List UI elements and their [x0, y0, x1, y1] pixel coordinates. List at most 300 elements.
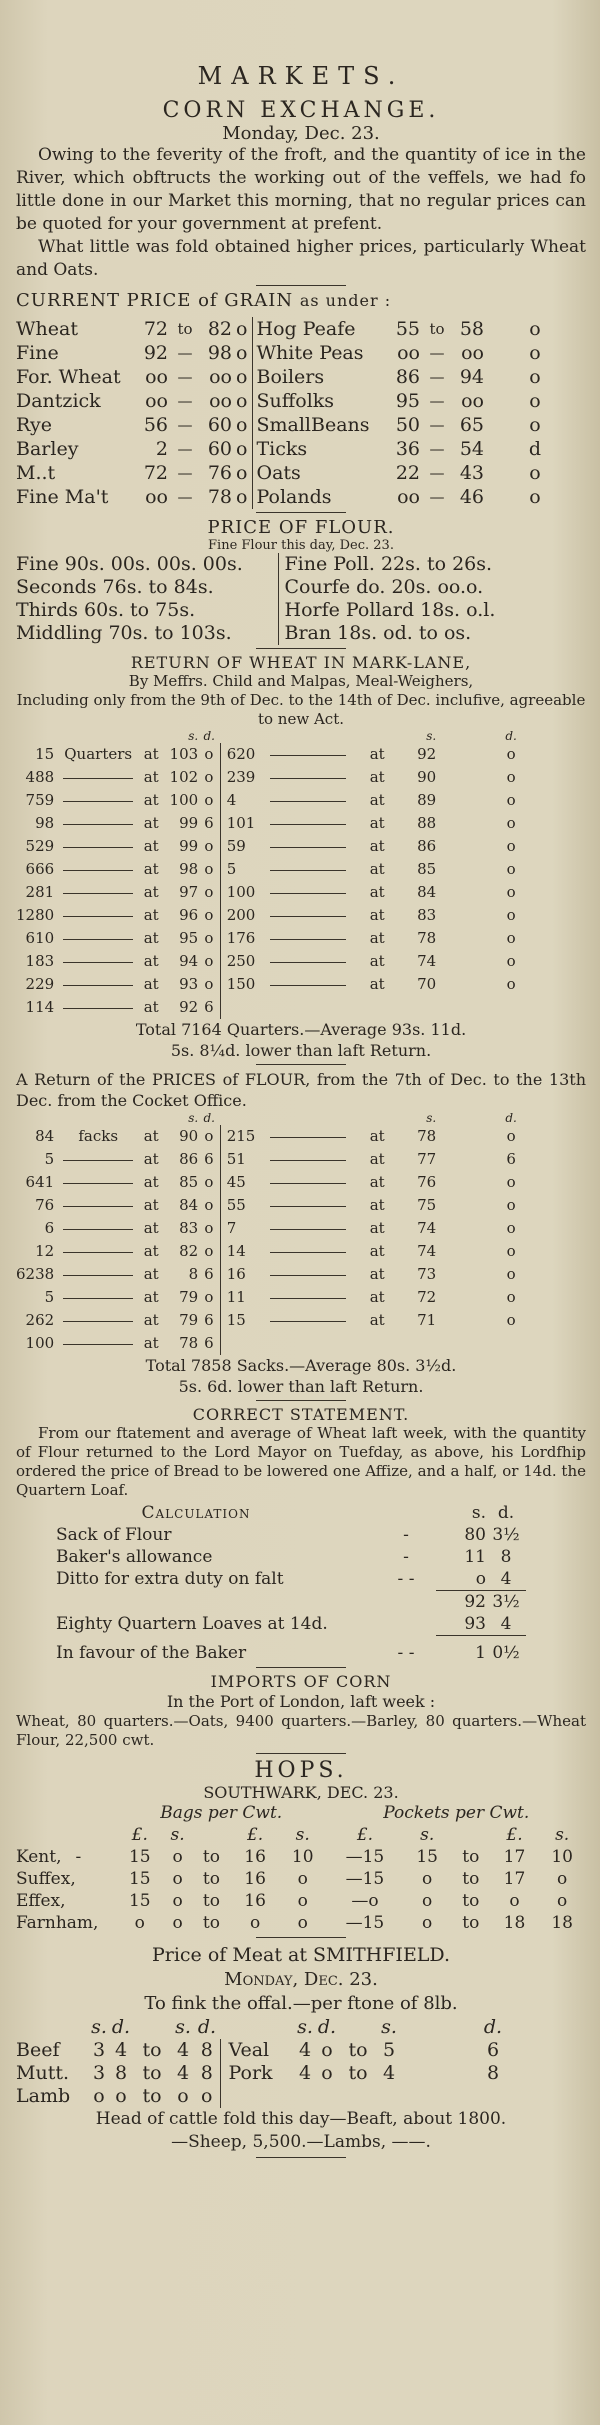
- table-cell: o: [204, 883, 214, 901]
- table-cell: Dantzick: [16, 390, 101, 412]
- table-cell: o: [529, 462, 541, 484]
- table-cell: 94: [179, 952, 199, 970]
- table-row: [16, 1613, 586, 1636]
- table-cell: 7: [220, 1217, 264, 1240]
- table-cell: at: [143, 1127, 159, 1145]
- table-cell: o: [204, 1219, 214, 1237]
- table-cell: 76: [207, 462, 232, 484]
- table-cell: [376, 1591, 436, 1614]
- table-cell: 4: [500, 1569, 512, 1589]
- table-cell: [138, 1111, 164, 1125]
- table-cell: - -: [397, 1569, 415, 1590]
- table-cell: o: [506, 1173, 516, 1191]
- table-cell: 77: [417, 1150, 437, 1168]
- table-cell: 90: [417, 768, 437, 786]
- table-cell: o: [475, 1569, 486, 1589]
- table-cell: o: [134, 1913, 145, 1933]
- table-cell: 8: [188, 1265, 199, 1283]
- table-cell: to: [462, 1891, 480, 1911]
- divider: [256, 648, 346, 649]
- table-cell: [378, 2085, 400, 2108]
- table-cell: 74: [417, 952, 437, 970]
- table-cell: [264, 789, 352, 812]
- dash-leader: [63, 778, 133, 779]
- table-cell: 3½: [492, 1525, 520, 1545]
- table-cell: 74: [417, 1219, 437, 1237]
- table-cell: o: [204, 952, 214, 970]
- table-cell: [16, 1111, 58, 1125]
- table-cell: [58, 1309, 138, 1332]
- table-cell: o: [236, 318, 248, 340]
- table-cell: 262: [25, 1311, 55, 1329]
- table-cell: [316, 2085, 338, 2108]
- table-cell: [264, 904, 352, 927]
- table-cell: d.: [317, 2016, 337, 2038]
- table-cell: —: [177, 368, 193, 386]
- table-cell: o: [529, 414, 541, 436]
- table-cell: —: [429, 464, 445, 482]
- dash-leader: [270, 1229, 346, 1230]
- table-cell: 101: [220, 812, 264, 835]
- table-cell: 4: [220, 789, 264, 812]
- table-cell: 488: [25, 768, 55, 786]
- table-cell: 4: [298, 2039, 312, 2061]
- table-cell: [220, 2085, 294, 2108]
- divider: [256, 2157, 346, 2158]
- table-cell: 93: [464, 1614, 486, 1634]
- table-cell: 10: [551, 1847, 573, 1867]
- imports-line2: Wheat, 80 quarters.—Oats, 9400 quarters.—Barley, 80 quarters.—Wheat Flour, 22,500 cwt.: [16, 1712, 586, 1749]
- table-row: [16, 904, 586, 927]
- table-row: [16, 2039, 586, 2062]
- table-cell: —: [177, 416, 193, 434]
- table-cell: at: [369, 1219, 385, 1237]
- table-cell: o: [422, 1891, 433, 1911]
- table-cell: 100: [220, 881, 264, 904]
- table-cell: s.: [471, 1503, 486, 1523]
- table-cell: s.: [297, 2016, 313, 2038]
- table-cell: [526, 1524, 586, 1546]
- table-cell: o: [506, 791, 516, 809]
- table-cell: o: [506, 1219, 516, 1237]
- table-cell: Suffolks: [252, 389, 390, 413]
- table-cell: o: [506, 1288, 516, 1306]
- table-cell: 92: [436, 1591, 486, 1614]
- table-row: [16, 729, 586, 743]
- table-cell: 11: [220, 1286, 264, 1309]
- table-cell: 97: [179, 883, 199, 901]
- table-cell: 239: [220, 766, 264, 789]
- table-cell: 46: [459, 486, 484, 508]
- dash-leader: [63, 916, 133, 917]
- statement-text: From our ftatement and average of Wheat laft week, with the quantity of Flour returned to the Lord Mayor on Tuefday, as above, his Lordfhip ordered the price of Bread to be lowered one Affize, and a half, or 14d. the Quartern Loaf.: [16, 1424, 586, 1499]
- table-cell: —: [177, 440, 193, 458]
- table-cell: 15: [220, 1309, 264, 1332]
- corn-exchange-title: CORN EXCHANGE.: [162, 98, 440, 123]
- table-cell: o: [506, 1242, 516, 1260]
- table-cell: £.: [356, 1825, 374, 1845]
- table-cell: 94: [459, 366, 484, 388]
- table-cell: o: [506, 975, 516, 993]
- table-cell: o: [204, 860, 214, 878]
- table-cell: s.: [170, 1825, 185, 1845]
- table-cell: 17: [503, 1847, 526, 1867]
- table-cell: —: [429, 392, 445, 410]
- wheat-return-title: RETURN OF WHEAT IN MARK-LANE,: [130, 653, 472, 672]
- table-cell: 92: [417, 745, 437, 763]
- table-row: [16, 389, 586, 413]
- table-cell: 5: [44, 1288, 55, 1306]
- table-cell: 98: [35, 814, 55, 832]
- table-cell: [264, 1171, 352, 1194]
- dash-leader: [63, 1206, 133, 1207]
- table-row: [16, 927, 586, 950]
- table-cell: 666: [25, 860, 55, 878]
- table-cell: o: [204, 791, 214, 809]
- divider: [256, 512, 346, 513]
- table-cell: o: [506, 837, 516, 855]
- table-cell: [338, 2016, 378, 2039]
- table-cell: [58, 1240, 138, 1263]
- table-cell: [352, 1332, 402, 1355]
- table-cell: 8: [194, 2039, 220, 2062]
- table-cell: [58, 1217, 138, 1240]
- dash-leader: [270, 1206, 346, 1207]
- table-cell: —: [177, 488, 193, 506]
- table-row: [16, 317, 586, 341]
- table-cell: o: [204, 1127, 214, 1145]
- table-cell: Seconds 76s. to 84s.: [16, 576, 214, 598]
- imports-line1: In the Port of London, laft week :: [166, 1692, 436, 1711]
- table-cell: 6: [204, 1311, 214, 1329]
- table-cell: —: [429, 440, 445, 458]
- table-cell: [264, 1309, 352, 1332]
- table-cell: o: [172, 1847, 183, 1867]
- divider: [256, 1753, 346, 1754]
- corn-exchange-date: Monday, Dec. 23.: [222, 123, 380, 144]
- table-cell: [264, 973, 352, 996]
- hops-name: Suffex,: [16, 1869, 76, 1889]
- table-cell: 529: [25, 837, 55, 855]
- table-cell: o: [506, 1127, 516, 1145]
- table-cell: 89: [417, 791, 437, 809]
- table-cell: 100: [25, 1334, 55, 1352]
- table-cell: 250: [220, 950, 264, 973]
- table-cell: 14: [220, 1240, 264, 1263]
- table-cell: [220, 1332, 264, 1355]
- table-cell: s.: [381, 2016, 397, 2038]
- table-cell: at: [143, 1196, 159, 1214]
- table-row: [16, 1824, 586, 1846]
- table-cell: [436, 996, 586, 1019]
- table-row: [16, 1217, 586, 1240]
- table-cell: o: [321, 2039, 333, 2061]
- table-cell: [138, 729, 164, 743]
- table-cell: 4: [176, 2062, 190, 2084]
- table-cell: o: [177, 2085, 189, 2107]
- table-row: [16, 1890, 586, 1912]
- table-cell: 4: [298, 2062, 312, 2084]
- table-cell: 11: [464, 1547, 486, 1567]
- table-cell: s.: [188, 1111, 199, 1125]
- table-cell: 72: [143, 318, 168, 340]
- table-cell: [526, 1546, 586, 1568]
- table-cell: o: [236, 342, 248, 364]
- table-cell: [16, 1912, 116, 1934]
- table-row: [16, 766, 586, 789]
- dash-leader: [270, 755, 346, 756]
- table-cell: at: [369, 883, 385, 901]
- table-cell: [402, 996, 436, 1019]
- table-cell: [402, 1332, 436, 1355]
- table-cell: —: [429, 368, 445, 386]
- dash-leader: [270, 1321, 346, 1322]
- table-cell: —: [429, 344, 445, 362]
- table-cell: o: [236, 462, 248, 484]
- table-cell: s.: [420, 1825, 435, 1845]
- table-cell: -: [403, 1525, 409, 1545]
- table-cell: d.: [483, 2016, 503, 2038]
- table-cell: [526, 1502, 586, 1524]
- table-cell: 103: [169, 745, 199, 763]
- table-cell: o: [529, 342, 541, 364]
- table-row: [16, 858, 586, 881]
- table-cell: [58, 881, 138, 904]
- table-cell: d.: [111, 2016, 131, 2038]
- table-cell: at: [369, 1288, 385, 1306]
- imports-title: IMPORTS OF CORN: [210, 1672, 392, 1691]
- table-row: [16, 1286, 586, 1309]
- table-cell: 0½: [486, 1636, 526, 1665]
- table-cell: at: [143, 1173, 159, 1191]
- table-cell: Fine Ma't: [16, 486, 109, 508]
- dash-leader: [270, 916, 346, 917]
- table-cell: at: [369, 860, 385, 878]
- wheat-return-line1: By Meffrs. Child and Malpas, Meal-Weighers,: [128, 672, 474, 690]
- table-cell: at: [369, 791, 385, 809]
- table-cell: 51: [220, 1148, 264, 1171]
- table-cell: [220, 1111, 264, 1125]
- table-cell: 102: [169, 768, 199, 786]
- table-cell: to: [429, 320, 445, 338]
- table-cell: [294, 2085, 316, 2108]
- table-cell: o: [506, 1265, 516, 1283]
- table-cell: at: [143, 768, 159, 786]
- table-cell: 86: [417, 837, 437, 855]
- markets-title: MARKETS.: [197, 62, 405, 90]
- table-cell: o: [422, 1913, 433, 1933]
- table-cell: 90: [179, 1127, 199, 1145]
- wheat-return-total: Total 7164 Quarters.—Average 93s. 11d.: [135, 1020, 467, 1039]
- table-cell: 6: [204, 1334, 214, 1352]
- table-cell: at: [369, 1196, 385, 1214]
- table-cell: 620: [220, 743, 264, 766]
- table-cell: [220, 729, 264, 743]
- table-cell: 6: [204, 1265, 214, 1283]
- table-cell: 85: [179, 1173, 199, 1191]
- table-row: [16, 1502, 586, 1524]
- table-cell: 6238: [16, 1265, 55, 1283]
- table-cell: 55: [220, 1194, 264, 1217]
- dash-leader: [63, 824, 133, 825]
- table-cell: [58, 858, 138, 881]
- table-cell: 43: [459, 462, 484, 484]
- table-cell: 92: [143, 342, 168, 364]
- table-cell: [58, 789, 138, 812]
- table-cell: Barley: [16, 438, 79, 460]
- table-cell: s.: [426, 729, 437, 743]
- table-cell: o: [506, 768, 516, 786]
- table-cell: at: [369, 768, 385, 786]
- table-cell: In favour of the Baker: [56, 1642, 247, 1663]
- table-row: [16, 1546, 586, 1568]
- table-cell: o: [297, 1869, 308, 1889]
- table-cell: [132, 2016, 172, 2039]
- table-cell: o: [506, 814, 516, 832]
- table-cell: [264, 1263, 352, 1286]
- table-cell: o: [509, 1891, 520, 1911]
- table-row: [16, 1148, 586, 1171]
- table-cell: at: [369, 1173, 385, 1191]
- table-cell: -: [403, 1547, 409, 1567]
- table-cell: oo: [145, 390, 168, 412]
- table-cell: at: [143, 929, 159, 947]
- dash-leader: [63, 962, 133, 963]
- table-cell: o: [506, 906, 516, 924]
- hops-subtitle: SOUTHWARK, DEC. 23.: [203, 1783, 399, 1802]
- table-cell: o: [557, 1891, 568, 1911]
- table-cell: 83: [179, 1219, 199, 1237]
- flour-return-lower: 5s. 6d. lower than laft Return.: [178, 1377, 424, 1396]
- table-cell: 3½: [486, 1591, 526, 1614]
- table-cell: 281: [25, 883, 55, 901]
- table-cell: o: [115, 2085, 127, 2107]
- table-cell: at: [143, 998, 159, 1016]
- table-cell: [16, 2016, 88, 2039]
- table-cell: o: [506, 952, 516, 970]
- dash-leader: [63, 1008, 133, 1009]
- dash-leader: [63, 1344, 133, 1345]
- table-cell: —15: [345, 1847, 385, 1867]
- dash-leader: [63, 1321, 133, 1322]
- table-row: [16, 1125, 586, 1148]
- table-cell: 73: [417, 1265, 437, 1283]
- table-cell: [436, 1332, 586, 1355]
- table-cell: 15: [128, 1847, 151, 1867]
- table-cell: [264, 1332, 352, 1355]
- table-cell: at: [143, 952, 159, 970]
- table-cell: o: [557, 1869, 568, 1889]
- table-cell: to: [177, 320, 193, 338]
- table-cell: £.: [131, 1825, 148, 1845]
- table-cell: 6: [204, 1150, 214, 1168]
- table-cell: Eighty Quartern Loaves at 14d.: [56, 1614, 328, 1635]
- table-cell: 8: [486, 2062, 500, 2084]
- table-cell: 15: [128, 1869, 151, 1889]
- table-cell: M..t: [16, 462, 56, 484]
- table-cell: at: [369, 1150, 385, 1168]
- table-cell: to: [202, 1869, 220, 1889]
- table-cell: at: [369, 929, 385, 947]
- table-cell: o: [297, 1891, 308, 1911]
- table-cell: oo: [461, 342, 484, 364]
- table-cell: o: [236, 414, 248, 436]
- table-cell: [58, 835, 138, 858]
- table-cell: [58, 1286, 138, 1309]
- table-row: [16, 1868, 586, 1890]
- table-cell: 4: [114, 2039, 128, 2061]
- table-cell: Baker's allowance: [56, 1547, 213, 1567]
- dash-leader: [63, 939, 133, 940]
- table-cell: —: [177, 344, 193, 362]
- table-cell: at: [143, 1242, 159, 1260]
- table-cell: 4: [382, 2062, 396, 2084]
- table-cell: to: [462, 1869, 480, 1889]
- table-row: [16, 599, 586, 622]
- dash-leader: [270, 870, 346, 871]
- table-cell: 82: [179, 1242, 199, 1260]
- table-cell: d.: [497, 1503, 515, 1523]
- table-cell: [264, 1217, 352, 1240]
- table-cell: o: [93, 2085, 105, 2107]
- table-cell: 92: [179, 998, 199, 1016]
- table-cell: Polands: [252, 485, 390, 509]
- table-cell: at: [369, 814, 385, 832]
- dash-leader: [270, 893, 346, 894]
- dash-leader: [270, 1275, 346, 1276]
- dash-leader: [270, 1160, 346, 1161]
- table-row: [16, 789, 586, 812]
- table-cell: White Peas: [252, 341, 390, 365]
- table-cell: [58, 729, 138, 743]
- table-row: [16, 437, 586, 461]
- table-cell: [16, 1591, 376, 1614]
- table-cell: [58, 904, 138, 927]
- table-cell: [264, 1148, 352, 1171]
- table-cell: at: [143, 975, 159, 993]
- table-row: [16, 1591, 586, 1614]
- hops-name: Effex,: [16, 1891, 66, 1911]
- table-cell: [352, 996, 402, 1019]
- table-cell: 98: [179, 860, 199, 878]
- dash-leader: [63, 985, 133, 986]
- table-cell: 1: [436, 1636, 486, 1665]
- table-row: [16, 743, 586, 766]
- divider: [256, 1937, 346, 1938]
- table-cell: at: [143, 837, 159, 855]
- table-cell: 79: [179, 1311, 199, 1329]
- table-cell: Pockets per Cwt.: [383, 1803, 530, 1823]
- table-row: [16, 576, 586, 599]
- table-row: [16, 996, 586, 1019]
- table-cell: 93: [179, 975, 199, 993]
- table-cell: Mutt.: [16, 2062, 70, 2084]
- meat-title: Price of Meat at SMITHFIELD.: [151, 1944, 451, 1966]
- table-cell: o: [529, 318, 541, 340]
- table-cell: o: [204, 1242, 214, 1260]
- table-cell: at: [369, 745, 385, 763]
- dash-leader: [270, 801, 346, 802]
- table-cell: 4: [176, 2039, 190, 2061]
- table-cell: [16, 1846, 116, 1868]
- table-cell: 95: [179, 929, 199, 947]
- table-cell: s.: [426, 1111, 437, 1125]
- table-cell: 55: [395, 318, 420, 340]
- dash-leader: [270, 778, 346, 779]
- table-cell: [264, 729, 352, 743]
- table-cell: Quarters: [64, 745, 133, 763]
- table-cell: [58, 1332, 138, 1355]
